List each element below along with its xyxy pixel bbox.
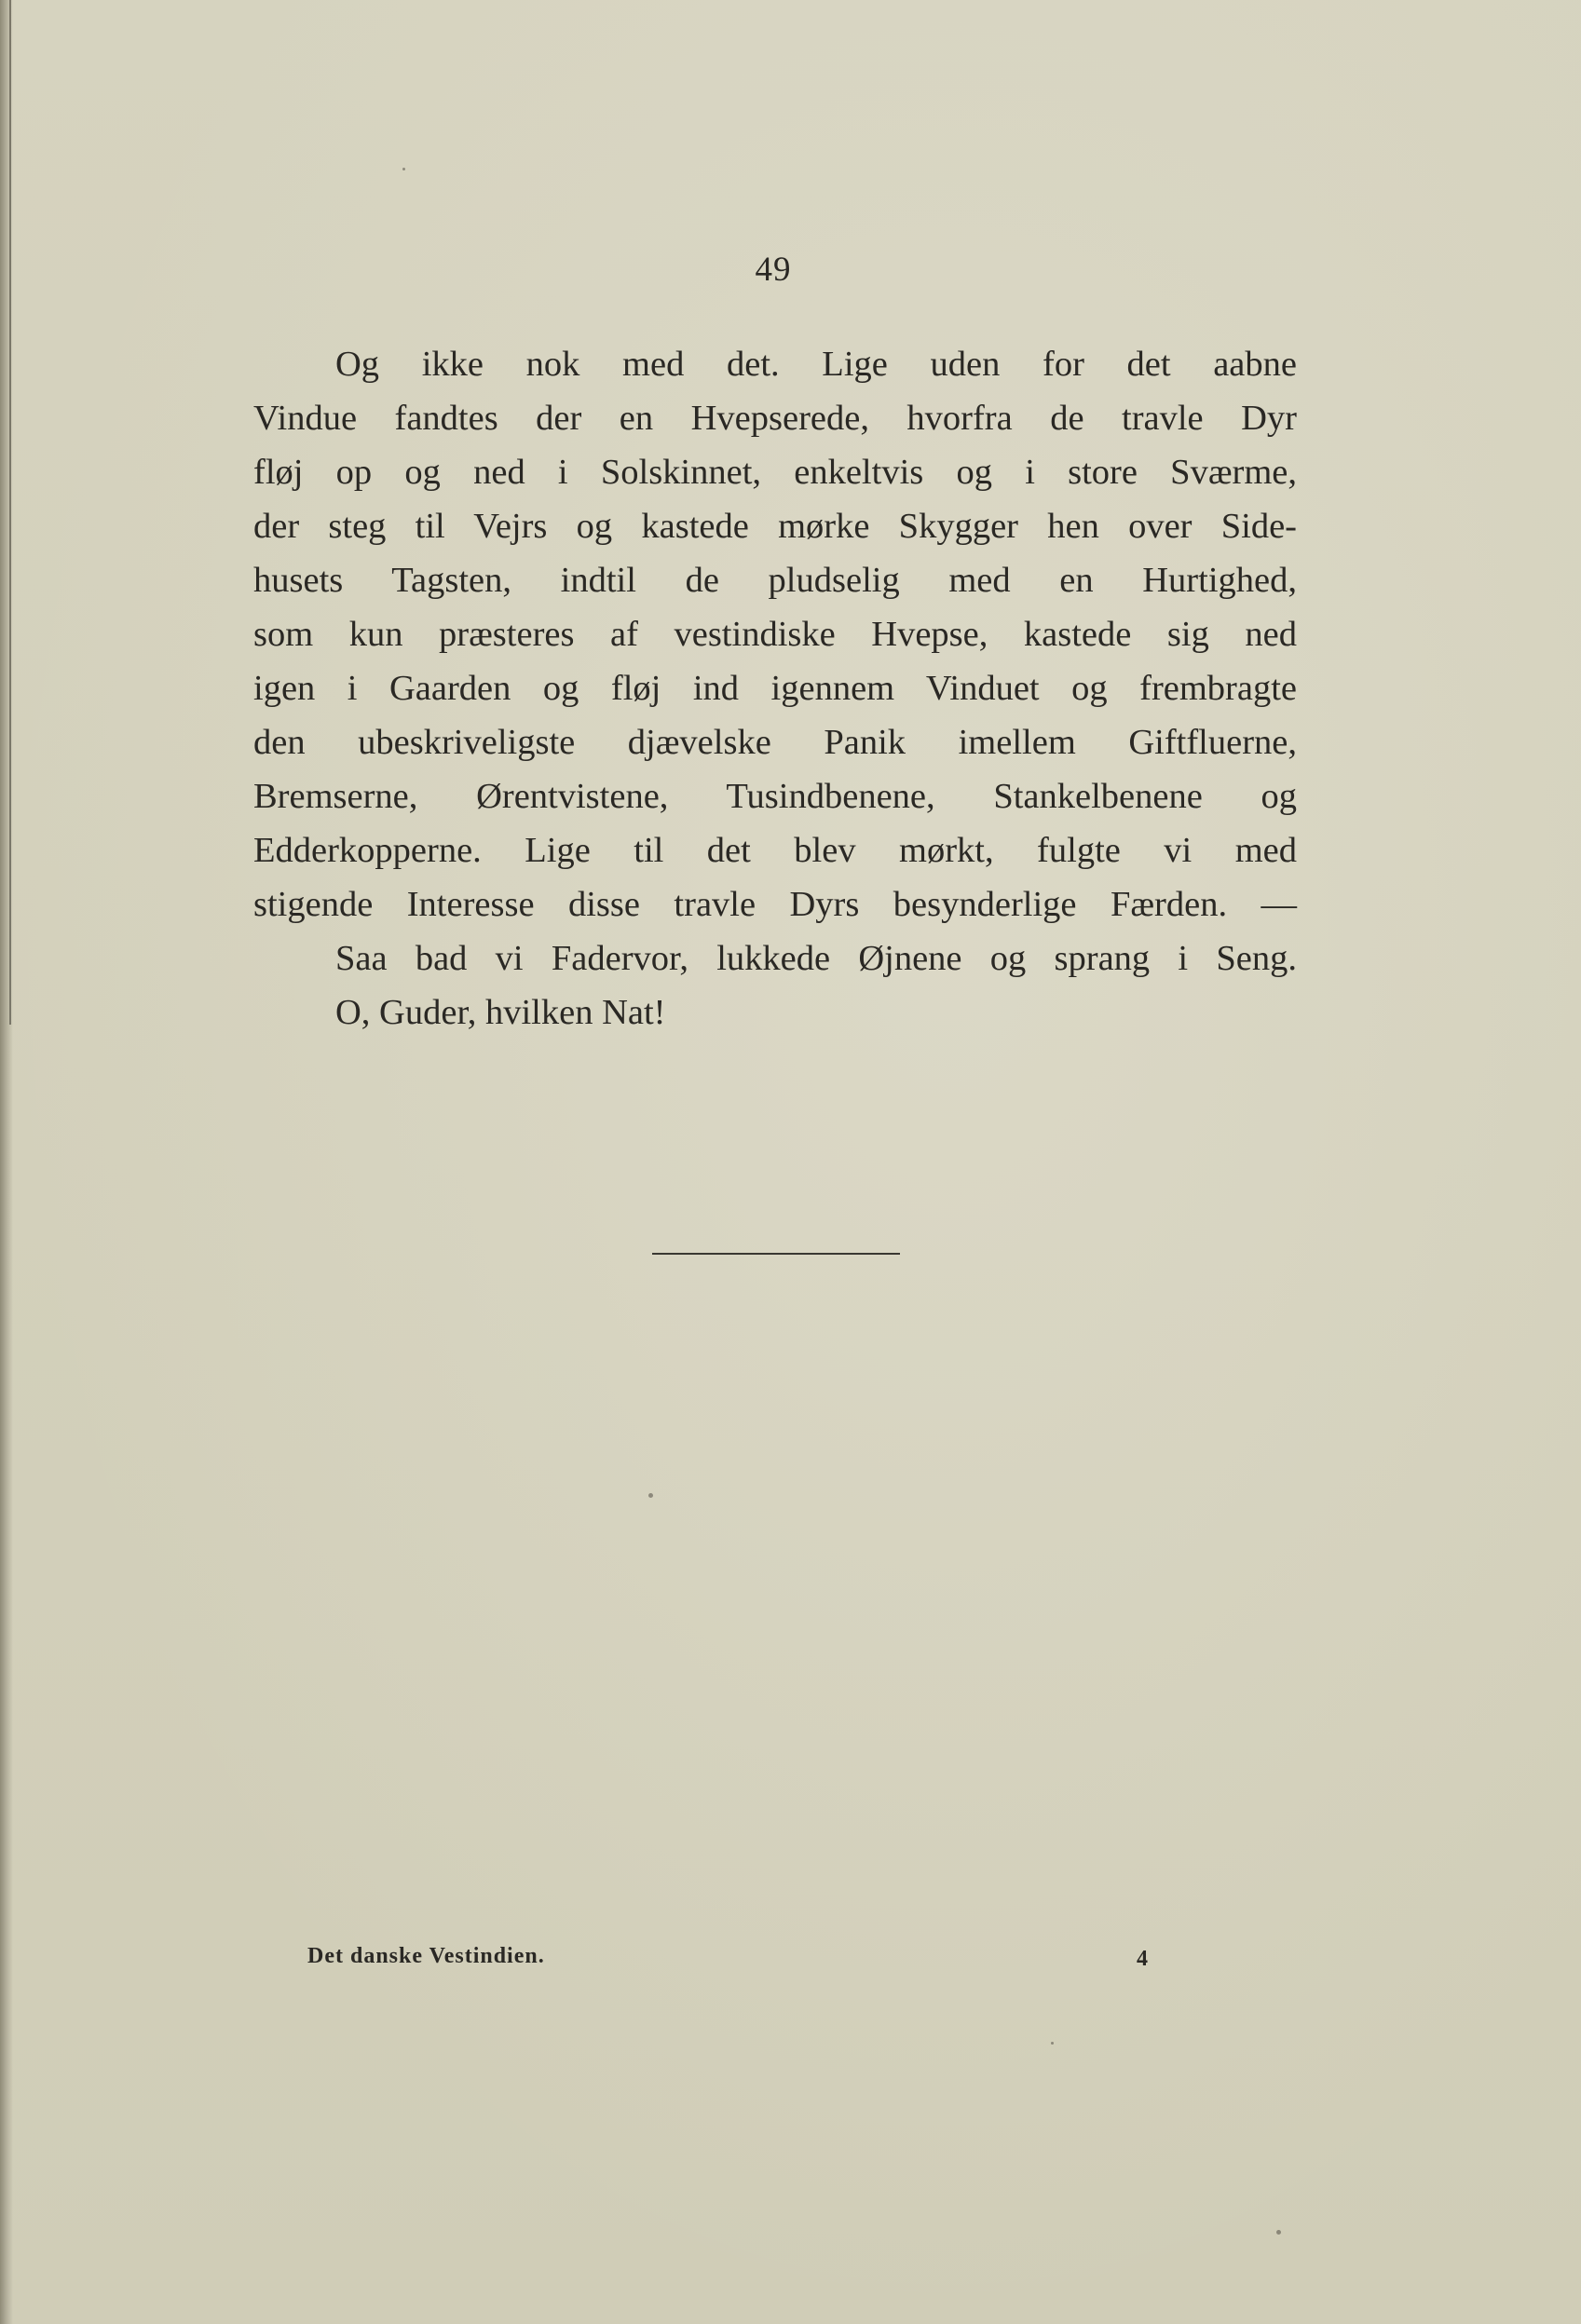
text-line: O, Guder, hvilken Nat! xyxy=(335,993,666,1032)
text-line: husets Tagsten, indtil de pludselig med en Hurtighed, xyxy=(253,561,1297,600)
paper-speck xyxy=(402,168,405,170)
text-line: Edderkopperne. Lige til det blev mørkt, fulgte vi med xyxy=(253,831,1297,870)
text-line: Saa bad vi Fadervor, lukkede Øjnene og sprang i Seng. xyxy=(335,939,1297,978)
text-line: Bremserne, Ørentvistene, Tusindbenene, Stankelbenene og xyxy=(253,777,1297,816)
text-line: der steg til Vejrs og kastede mørke Skygger hen over Side- xyxy=(253,507,1297,546)
page-number: 49 xyxy=(755,251,792,289)
text-line: Og ikke nok med det. Lige uden for det aabne xyxy=(335,345,1297,384)
text-line: som kun præsteres af vestindiske Hvepse, kastede sig ned xyxy=(253,615,1297,654)
text-line: stigende Interesse disse travle Dyrs besynderlige Færden. — xyxy=(253,885,1297,924)
section-divider xyxy=(652,1253,900,1255)
paper-speck xyxy=(1051,2042,1054,2045)
paper-speck xyxy=(1276,2230,1281,2235)
binding-line xyxy=(9,0,11,1025)
body-text xyxy=(253,337,1297,1040)
text-line: den ubeskriveligste djævelske Panik imellem Giftfluerne, xyxy=(253,723,1297,762)
footer-title: Det danske Vestindien. xyxy=(307,1944,545,1968)
text-line: fløj op og ned i Solskinnet, enkeltvis og i store Sværme, xyxy=(253,453,1297,492)
text-line: Vindue fandtes der en Hvepserede, hvorfra de travle Dyr xyxy=(253,399,1297,438)
signature-mark: 4 xyxy=(1137,1947,1148,1971)
text-line: igen i Gaarden og fløj ind igennem Vinduet og frembragte xyxy=(253,669,1297,708)
paper-speck xyxy=(648,1493,653,1498)
